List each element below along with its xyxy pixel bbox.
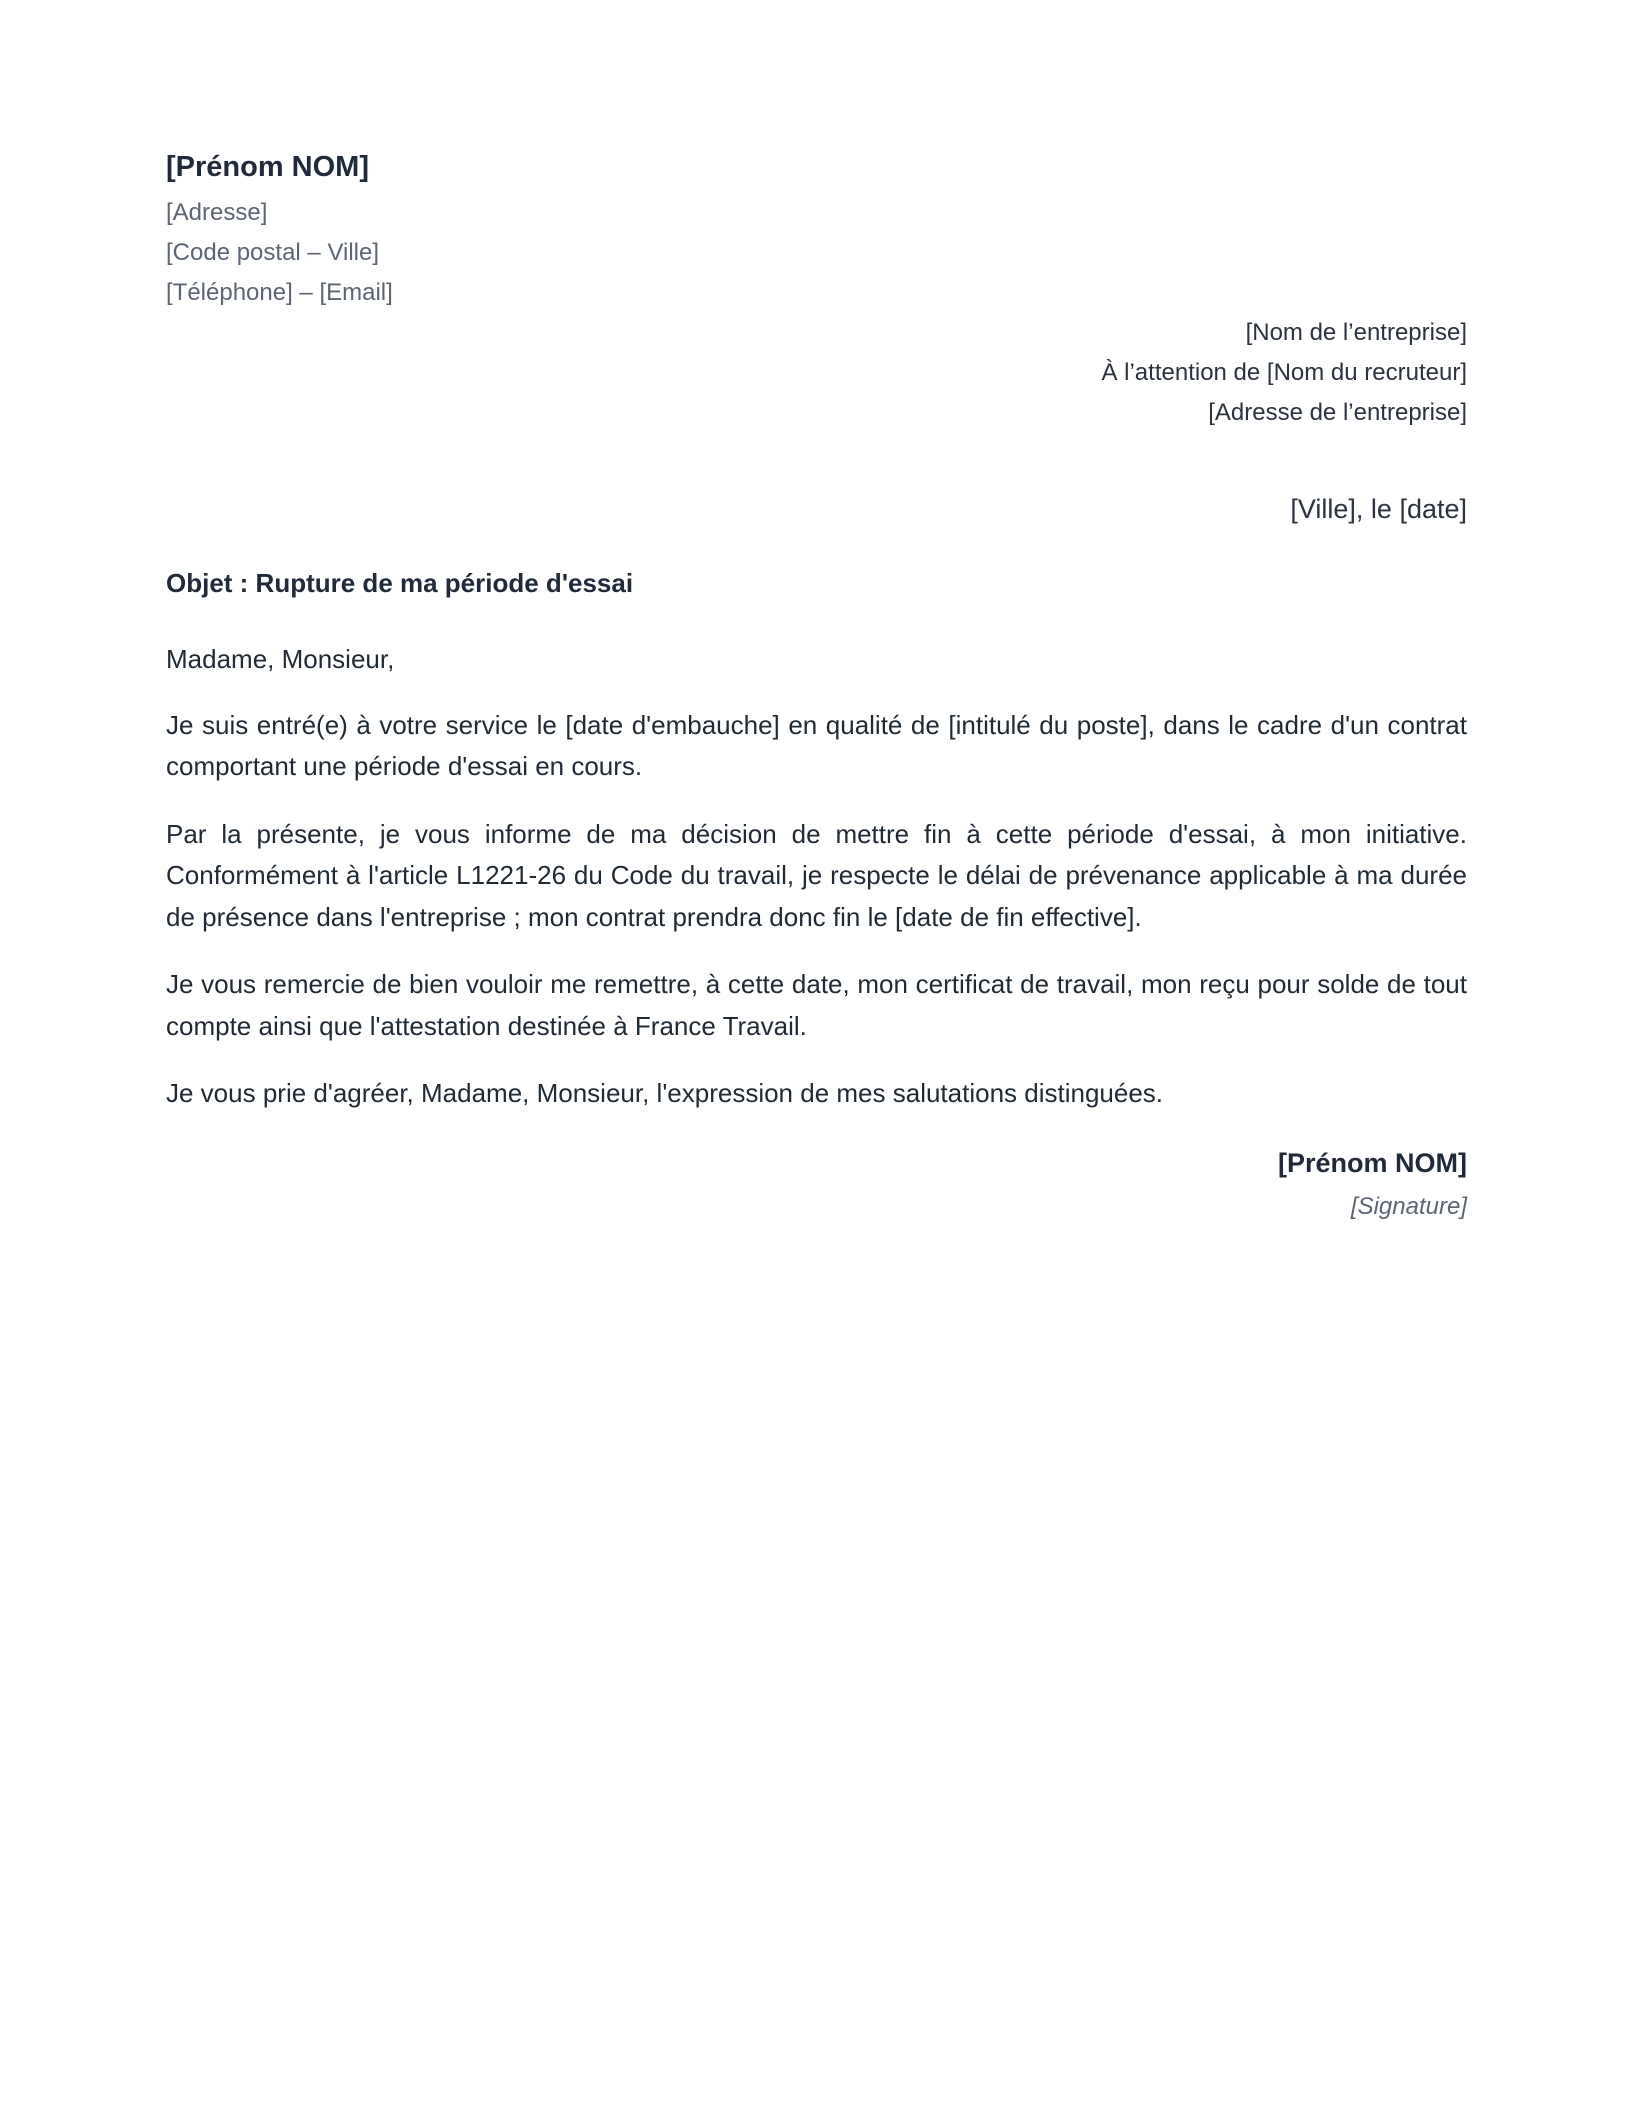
recipient-company: [Nom de l’entreprise]	[1245, 318, 1467, 346]
sender-block	[166, 150, 1467, 313]
salutation: Madame, Monsieur,	[166, 643, 395, 674]
body-paragraph: Je vous remercie de bien vouloir me remettre, à cette date, mon certificat de travail, mon reçu pour solde de tout compte ainsi que l'attestation destinée à France Travail.	[166, 969, 1467, 1041]
recipient-block	[166, 313, 1467, 433]
sender-postal-city: [Code postal – Ville]	[166, 238, 380, 266]
recipient-attention: À l’attention de [Nom du recruteur]	[1101, 358, 1467, 386]
letter-page	[166, 150, 1467, 1227]
sender-address: [Adresse]	[166, 198, 268, 226]
closing-formula: Je vous prie d'agréer, Madame, Monsieur, l'expression de mes salutations distinguées.	[166, 1078, 1164, 1109]
sender-name: [Prénom NOM]	[166, 151, 369, 183]
sender-contact: [Téléphone] – [Email]	[166, 278, 393, 306]
recipient-address: [Adresse de l’entreprise]	[1208, 398, 1467, 426]
signature-placeholder: [Signature]	[1350, 1193, 1467, 1221]
body-paragraph: Par la présente, je vous informe de ma décision de mettre fin à cette période d'essai, à mon initiative. Conformément à l'article L1221-26 du Code du travail, je respecte le délai de prévenance applicable à ma durée de présence dans l'entreprise ; mon contrat prendra donc fin le [date de fin effective].	[166, 818, 1467, 932]
letter-subject: Objet : Rupture de ma période d'essai	[166, 567, 634, 598]
place-date: [Ville], le [date]	[1290, 493, 1467, 524]
body-paragraph: Je suis entré(e) à votre service le [date d'embauche] en qualité de [intitulé du poste], dans le cadre d'un contrat comportant une période d'essai en cours.	[166, 709, 1467, 782]
signature-name: [Prénom NOM]	[1278, 1148, 1467, 1179]
